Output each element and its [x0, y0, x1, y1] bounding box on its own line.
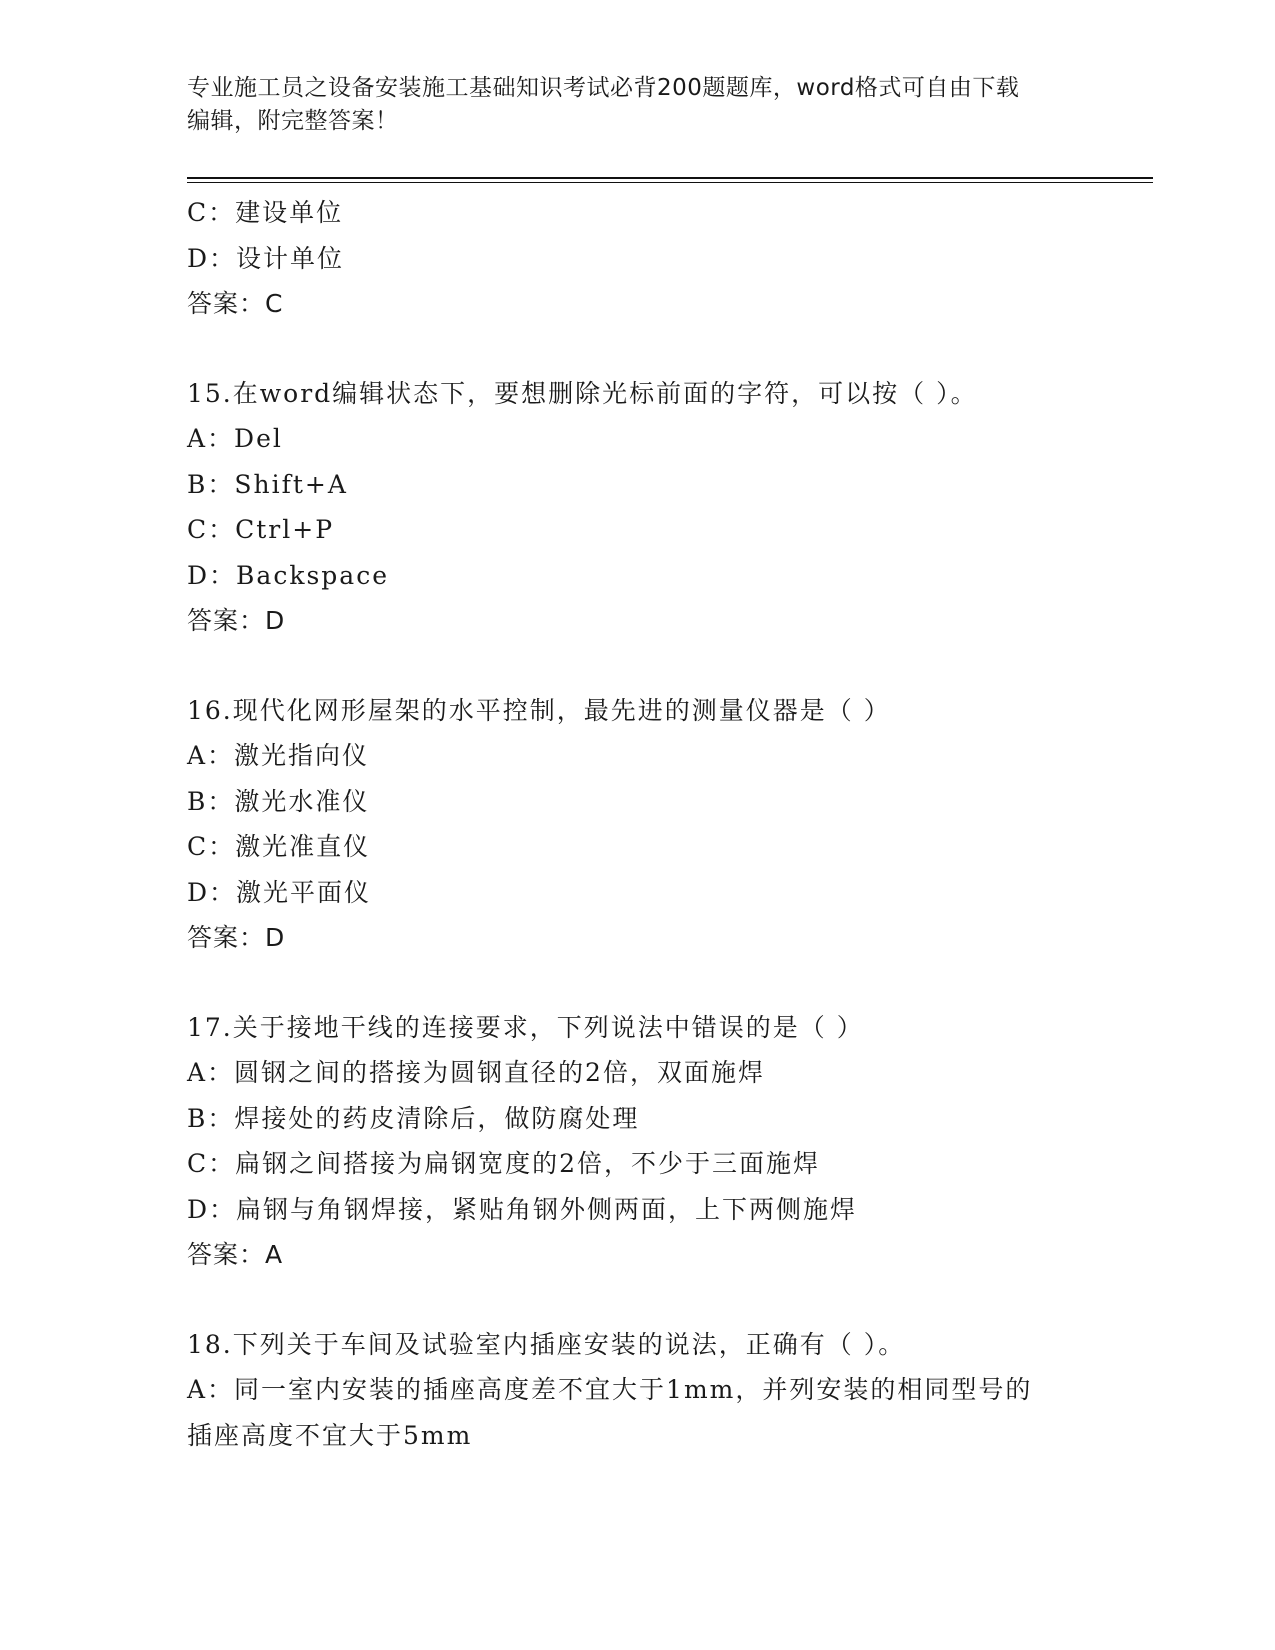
question-stem: 18.下列关于车间及试验室内插座安装的说法，正确有（ ）。 [187, 1329, 906, 1359]
option-a-line-1: A：同一室内安装的插座高度差不宜大于1mm，并列安装的相同型号的 [187, 1375, 1033, 1404]
question-17 [187, 1005, 1087, 1278]
header-divider-thick [187, 177, 1153, 179]
document-header [187, 72, 1067, 138]
option-a: A：圆钢之间的搭接为圆钢直径的2倍，双面施焊 [187, 1058, 765, 1087]
question-stem: 15.在word编辑状态下，要想删除光标前面的字符，可以按（ ）。 [187, 378, 978, 408]
question-14 [187, 190, 1087, 327]
option-a: A：Del [187, 424, 283, 453]
option-b: B：激光水准仪 [187, 786, 370, 816]
option-b: B：Shift+A [187, 469, 348, 499]
answer-label: 答案：A [187, 1240, 284, 1269]
option-d: D：设计单位 [187, 243, 345, 273]
option-d: D：激光平面仪 [187, 877, 372, 907]
spacer [187, 644, 1087, 688]
option-a-line-2: 插座高度不宜大于5mm [187, 1420, 473, 1450]
option-a: A：激光指向仪 [187, 741, 370, 770]
spacer [187, 961, 1087, 1005]
spacer [187, 1278, 1087, 1322]
option-d: D：扁钢与角钢焊接，紧贴角钢外侧两面，上下两侧施焊 [187, 1194, 858, 1224]
header-title-line-2: 编辑，附完整答案！ [187, 108, 399, 134]
question-16 [187, 688, 1087, 961]
option-d: D：Backspace [187, 560, 390, 590]
option-c: C：激光准直仪 [187, 832, 371, 861]
option-b: B：焊接处的药皮清除后，做防腐处理 [187, 1103, 640, 1133]
question-15 [187, 371, 1087, 644]
option-c: C：建设单位 [187, 198, 344, 227]
question-stem: 17.关于接地干线的连接要求，下列说法中错误的是（ ） [187, 1012, 864, 1042]
answer-label: 答案：C [187, 289, 284, 318]
question-list [187, 190, 1087, 1458]
question-stem: 16.现代化网形屋架的水平控制，最先进的测量仪器是（ ） [187, 695, 891, 725]
option-c: C：Ctrl+P [187, 515, 335, 544]
header-divider-thin [187, 182, 1153, 183]
spacer [187, 327, 1087, 371]
answer-label: 答案：D [187, 606, 286, 635]
answer-label: 答案：D [187, 923, 286, 952]
header-title-line-1: 专业施工员之设备安装施工基础知识考试必背200题题库，word格式可自由下载 [187, 75, 1020, 101]
question-18 [187, 1322, 1087, 1459]
option-c: C：扁钢之间搭接为扁钢宽度的2倍，不少于三面施焊 [187, 1149, 821, 1178]
